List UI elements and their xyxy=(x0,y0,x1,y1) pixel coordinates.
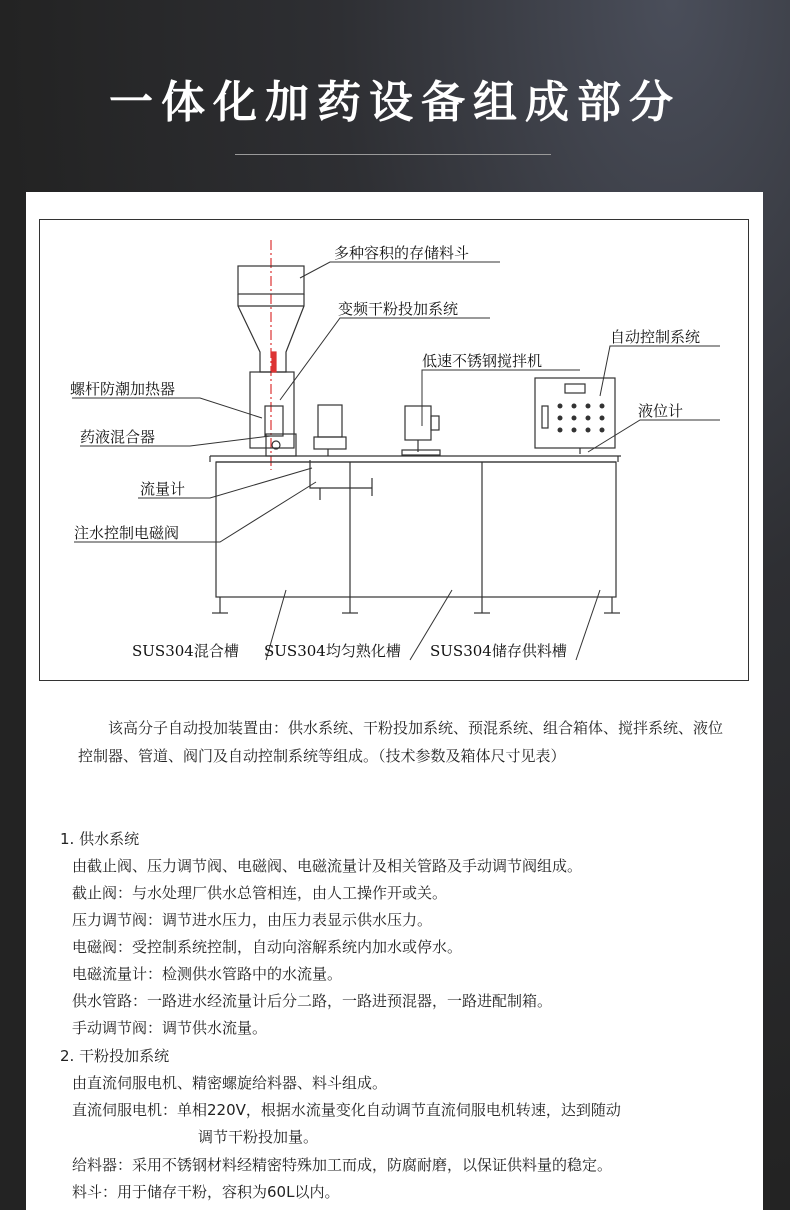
label-storage-hopper: 多种容积的存储料斗 xyxy=(334,244,470,262)
label-flow-meter: 流量计 xyxy=(140,480,186,498)
list-item: 给料器：采用不锈钢材料经精密特殊加工而成，防腐耐磨，以保证供料量的稳定。 xyxy=(72,1156,613,1174)
equipment-drawing xyxy=(40,220,748,680)
list-item: 由直流伺服电机、精密螺旋给料器、料斗组成。 xyxy=(72,1074,388,1092)
label-tank-mature: SUS304均匀熟化槽 xyxy=(264,642,401,660)
list-item: 调节干粉投加量。 xyxy=(198,1128,319,1146)
label-low-speed-mixer: 低速不锈钢搅拌机 xyxy=(422,352,543,370)
list-item: 电磁阀：受控制系统控制，自动向溶解系统内加水或停水。 xyxy=(72,938,463,956)
section-heading-water-supply: 1. 供水系统 xyxy=(60,830,140,848)
content-panel xyxy=(26,192,763,1210)
list-item: 直流伺服电机：单相220V，根据水流量变化自动调节直流伺服电机转速，达到随动 xyxy=(72,1101,621,1119)
section-heading-dry-powder: 2. 干粉投加系统 xyxy=(60,1047,170,1065)
label-auto-control: 自动控制系统 xyxy=(610,328,701,346)
label-water-valve: 注水控制电磁阀 xyxy=(74,524,180,542)
list-item: 由截止阀、压力调节阀、电磁阀、电磁流量计及相关管路及手动调节阀组成。 xyxy=(72,857,583,875)
list-item: 料斗：用于储存干粉，容积为60L以内。 xyxy=(72,1183,340,1201)
list-item: 手动调节阀：调节供水流量。 xyxy=(72,1019,268,1037)
list-item: 压力调节阀：调节进水压力，由压力表显示供水压力。 xyxy=(72,911,433,929)
title-divider xyxy=(235,154,551,155)
control-panel-buttons xyxy=(558,404,605,433)
label-tank-mix: SUS304混合槽 xyxy=(132,642,239,660)
list-item: 电磁流量计：检测供水管路中的水流量。 xyxy=(72,965,343,983)
page-title: 一体化加药设备组成部分 xyxy=(109,77,681,128)
list-item: 供水管路：一路进水经流量计后分二路，一路进预混器，一路进配制箱。 xyxy=(72,992,553,1010)
equipment-diagram xyxy=(39,219,749,681)
label-level-meter: 液位计 xyxy=(638,402,684,420)
label-tank-storage: SUS304储存供料槽 xyxy=(430,642,567,660)
label-liquid-mixer: 药液混合器 xyxy=(80,428,156,446)
list-item: 截止阀：与水处理厂供水总管相连，由人工操作开或关。 xyxy=(72,884,448,902)
label-screw-heater: 螺杆防潮加热器 xyxy=(70,380,176,398)
label-vfd-feeding: 变频干粉投加系统 xyxy=(338,300,459,318)
intro-paragraph: 该高分子自动投加装置由：供水系统、干粉投加系统、预混系统、组合箱体、搅拌系统、液位控制器、管道、阀门及自动控制系统等组成。（技术参数及箱体尺寸见表） xyxy=(78,719,724,765)
